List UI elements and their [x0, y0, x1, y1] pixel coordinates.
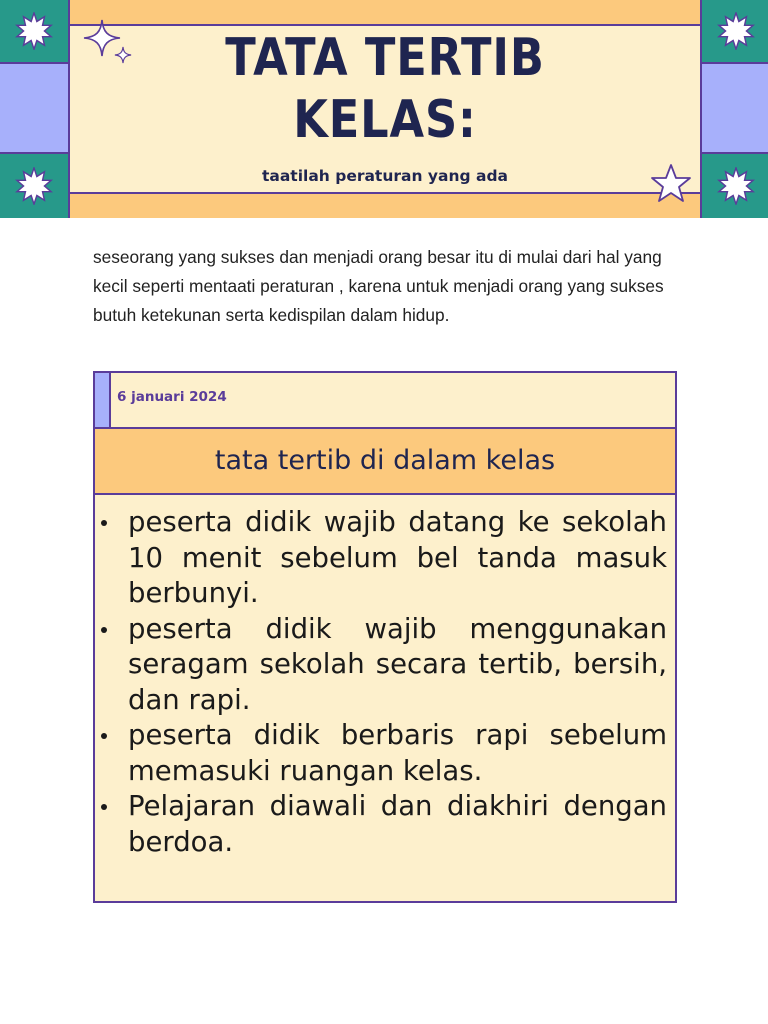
rules-card: [93, 371, 677, 903]
header-banner: [0, 0, 768, 218]
starburst-icon: [717, 167, 755, 205]
blue-tile: [702, 64, 768, 154]
page-subtitle: taatilah peraturan yang ada: [261, 167, 509, 185]
page-title-line2: KELAS:: [293, 90, 477, 150]
starburst-icon: [717, 12, 755, 50]
list-item: [95, 789, 675, 860]
bullet-icon: [101, 733, 107, 739]
right-decor-column: [700, 0, 768, 218]
rules-list: [95, 505, 675, 860]
list-item: [95, 718, 675, 789]
rule-text: peserta didik berbaris rapi sebelum memasuki ruangan kelas.: [128, 719, 667, 787]
starburst-icon: [15, 12, 53, 50]
list-item: [95, 505, 675, 612]
star-icon: [650, 163, 692, 203]
card-heading: tata tertib di dalam kelas: [95, 429, 675, 495]
page-title-line1: TATA TERTIB: [225, 28, 545, 88]
rule-text: Pelajaran diawali dan diakhiri dengan berdoa.: [128, 790, 667, 858]
date-accent-bar: [95, 373, 111, 427]
date-row: [95, 373, 675, 429]
bullet-icon: [101, 804, 107, 810]
teal-tile: [702, 0, 768, 64]
title-panel: [70, 24, 700, 194]
teal-tile: [0, 154, 68, 218]
rule-text: peserta didik wajib menggunakan seragam sekolah secara tertib, bersih, dan rapi.: [128, 612, 667, 716]
starburst-icon: [15, 167, 53, 205]
rule-text: peserta didik wajib datang ke sekolah 10 menit sebelum bel tanda masuk berbunyi.: [128, 506, 667, 609]
left-decor-column: [0, 0, 70, 218]
date-label: 6 januari 2024: [117, 389, 227, 405]
list-item: [95, 612, 675, 719]
blue-tile: [0, 64, 68, 154]
bullet-icon: [101, 520, 107, 526]
teal-tile: [0, 0, 68, 64]
bullet-icon: [101, 627, 107, 633]
teal-tile: [702, 154, 768, 218]
intro-paragraph: seseorang yang sukses dan menjadi orang besar itu di mulai dari hal yang kecil seperti mentaati peraturan , karena untuk menjadi orang yang sukses butuh ketekunan serta kedispilan dalam hidup.: [93, 247, 664, 325]
